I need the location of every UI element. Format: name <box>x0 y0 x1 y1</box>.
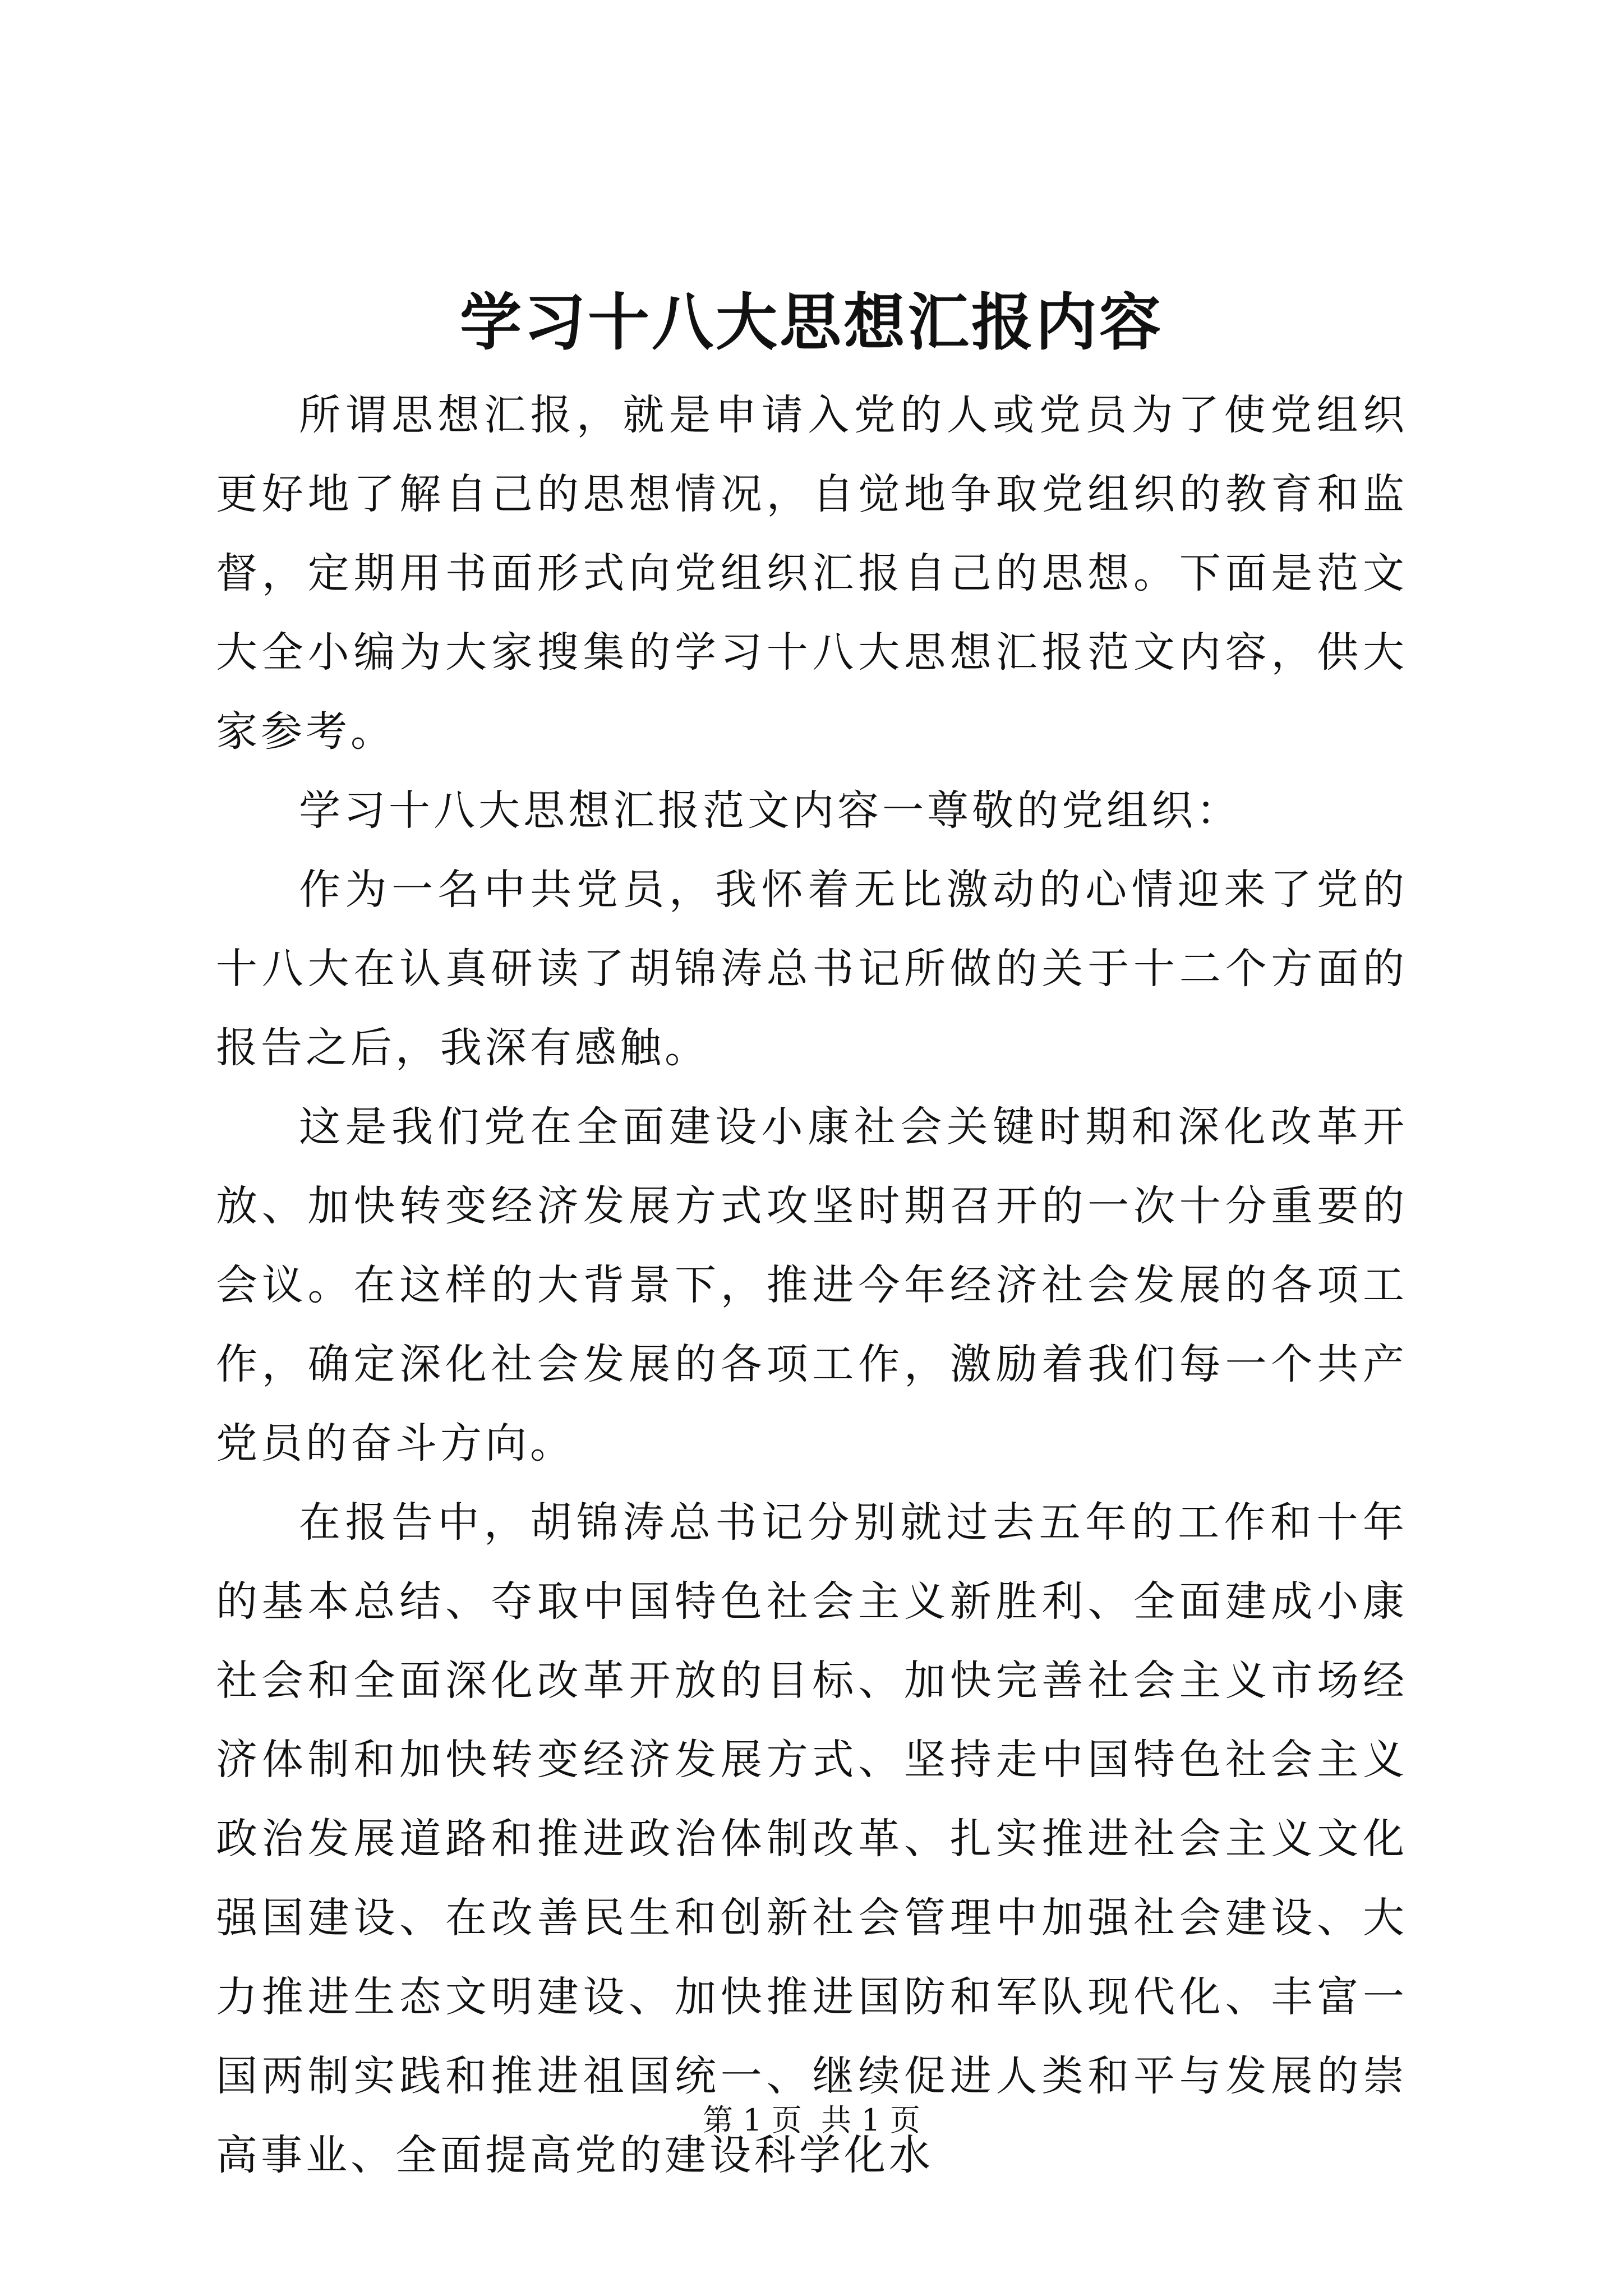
document-title: 学习十八大思想汇报内容 <box>460 286 1163 358</box>
paragraph-1: 作为一名中共党员，我怀着无比激动的心情迎来了党的十八大在认真研读了胡锦涛总书记所做的关于十二个方面的报告之后，我深有感触。 <box>216 866 1408 1072</box>
page-footer <box>0 2101 1623 2140</box>
paragraph-2: 这是我们党在全面建设小康社会关键时期和深化改革开放、加快转变经济发展方式攻坚时期召开的一次十分重要的会议。在这样的大背景下，推进今年经济社会发展的各项工作，确定深化社会发展的各项工作，激励着我们每一个共产党员的奋斗方向。 <box>216 1103 1408 1467</box>
document-body <box>216 376 1408 2195</box>
paragraph-intro: 所谓思想汇报，就是申请入党的人或党员为了使党组织更好地了解自己的思想情况，自觉地争取党组织的教育和监督，定期用书面形式向党组织汇报自己的思想。下面是范文大全小编为大家搜集的学习十八大思想汇报范文内容，供大家参考。 <box>216 391 1408 756</box>
paragraph-salutation: 学习十八大思想汇报范文内容一尊敬的党组织： <box>299 786 1241 835</box>
paragraph-3: 在报告中，胡锦涛总书记分别就过去五年的工作和十年的基本总结、夺取中国特色社会主义新胜利、全面建成小康社会和全面深化改革开放的目标、加快完善社会主义市场经济体制和加快转变经济发展方式、坚持走中国特色社会主义政治发展道路和推进政治体制改革、扎实推进社会主义文化强国建设、在改善民生和创新社会管理中加强社会建设、大力推进生态文明建设、加快推进国防和军队现代化、丰富一国两制实践和推进祖国统一、继续促进人类和平与发展的崇高事业、全面提高党的建设科学化水 <box>216 1498 1408 2179</box>
page-number-label: 第 1 页 共 1 页 <box>703 2102 920 2138</box>
